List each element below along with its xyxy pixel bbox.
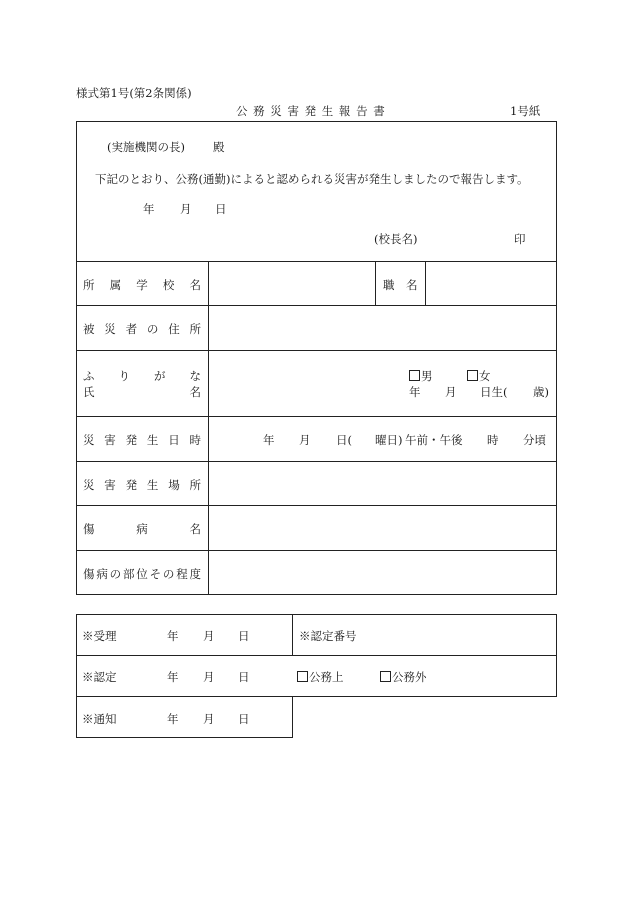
occurrence-day-label: 日( xyxy=(336,433,352,447)
form-number: 様式第1号(第2条関係) xyxy=(76,86,192,100)
receipt-label: ※受理 xyxy=(82,629,117,643)
birth-day-label: 日生( xyxy=(480,385,508,399)
report-date-year: 年 xyxy=(143,202,155,216)
certification-year-label: 年 xyxy=(167,670,179,684)
injury-name-label: 傷 病 名 xyxy=(83,522,201,536)
occurrence-month-label: 月 xyxy=(299,433,311,447)
non-official-duty-option[interactable]: 公務外 xyxy=(380,669,427,685)
occurrence-year-label: 年 xyxy=(263,433,275,447)
male-option[interactable]: 男 xyxy=(409,368,433,384)
seal-label: 印 xyxy=(514,232,526,246)
school-name-label: 所 属 学 校 名 xyxy=(83,278,201,292)
notice-year-label: 年 xyxy=(167,712,179,726)
victim-address-label: 被 災 者 の 住 所 xyxy=(83,322,201,336)
sheet-label: 1号紙 xyxy=(510,104,541,118)
furigana-label: ふ り が な xyxy=(83,369,201,383)
position-label: 職 名 xyxy=(383,278,418,292)
age-label: 歳) xyxy=(533,385,549,399)
principal-name-label: (校長名) xyxy=(374,232,418,246)
certification-month-label: 月 xyxy=(203,670,215,684)
occurrence-minute-label: 分頃 xyxy=(523,433,546,447)
certification-number-label: ※認定番号 xyxy=(299,629,357,643)
report-date-day: 日 xyxy=(215,202,227,216)
injury-detail-label: 傷 病 の 部 位 そ の 程 度 xyxy=(83,567,201,581)
receipt-day-label: 日 xyxy=(238,629,250,643)
addressee-label: (実施機関の長) xyxy=(107,140,185,154)
male-checkbox[interactable] xyxy=(409,370,420,381)
honorific-label: 殿 xyxy=(213,140,225,154)
document-title: 公 務 災 害 発 生 報 告 書 xyxy=(236,104,386,118)
birth-year-label: 年 xyxy=(409,385,421,399)
occurrence-place-label: 災 害 発 生 場 所 xyxy=(83,478,201,492)
notice-day-label: 日 xyxy=(238,712,250,726)
certification-label: ※認定 xyxy=(82,670,117,684)
birth-month-label: 月 xyxy=(445,385,457,399)
official-duty-checkbox[interactable] xyxy=(297,671,308,682)
occurrence-hour-label: 時 xyxy=(487,433,499,447)
female-checkbox[interactable] xyxy=(467,370,478,381)
notice-label: ※通知 xyxy=(82,712,117,726)
official-duty-option[interactable]: 公務上 xyxy=(297,669,344,685)
name-label: 氏 名 xyxy=(83,385,201,399)
ampm-label: 午前・午後 xyxy=(405,433,463,447)
female-option[interactable]: 女 xyxy=(467,368,491,384)
occurrence-datetime-label: 災 害 発 生 日 時 xyxy=(83,433,201,447)
notice-month-label: 月 xyxy=(203,712,215,726)
non-official-duty-checkbox[interactable] xyxy=(380,671,391,682)
receipt-year-label: 年 xyxy=(167,629,179,643)
report-statement: 下記のとおり、公務(通勤)によると認められる災害が発生しましたので報告します。 xyxy=(95,172,529,186)
occurrence-weekday-label: 曜日) xyxy=(375,433,403,447)
report-date-month: 月 xyxy=(180,202,192,216)
receipt-month-label: 月 xyxy=(203,629,215,643)
certification-day-label: 日 xyxy=(238,670,250,684)
